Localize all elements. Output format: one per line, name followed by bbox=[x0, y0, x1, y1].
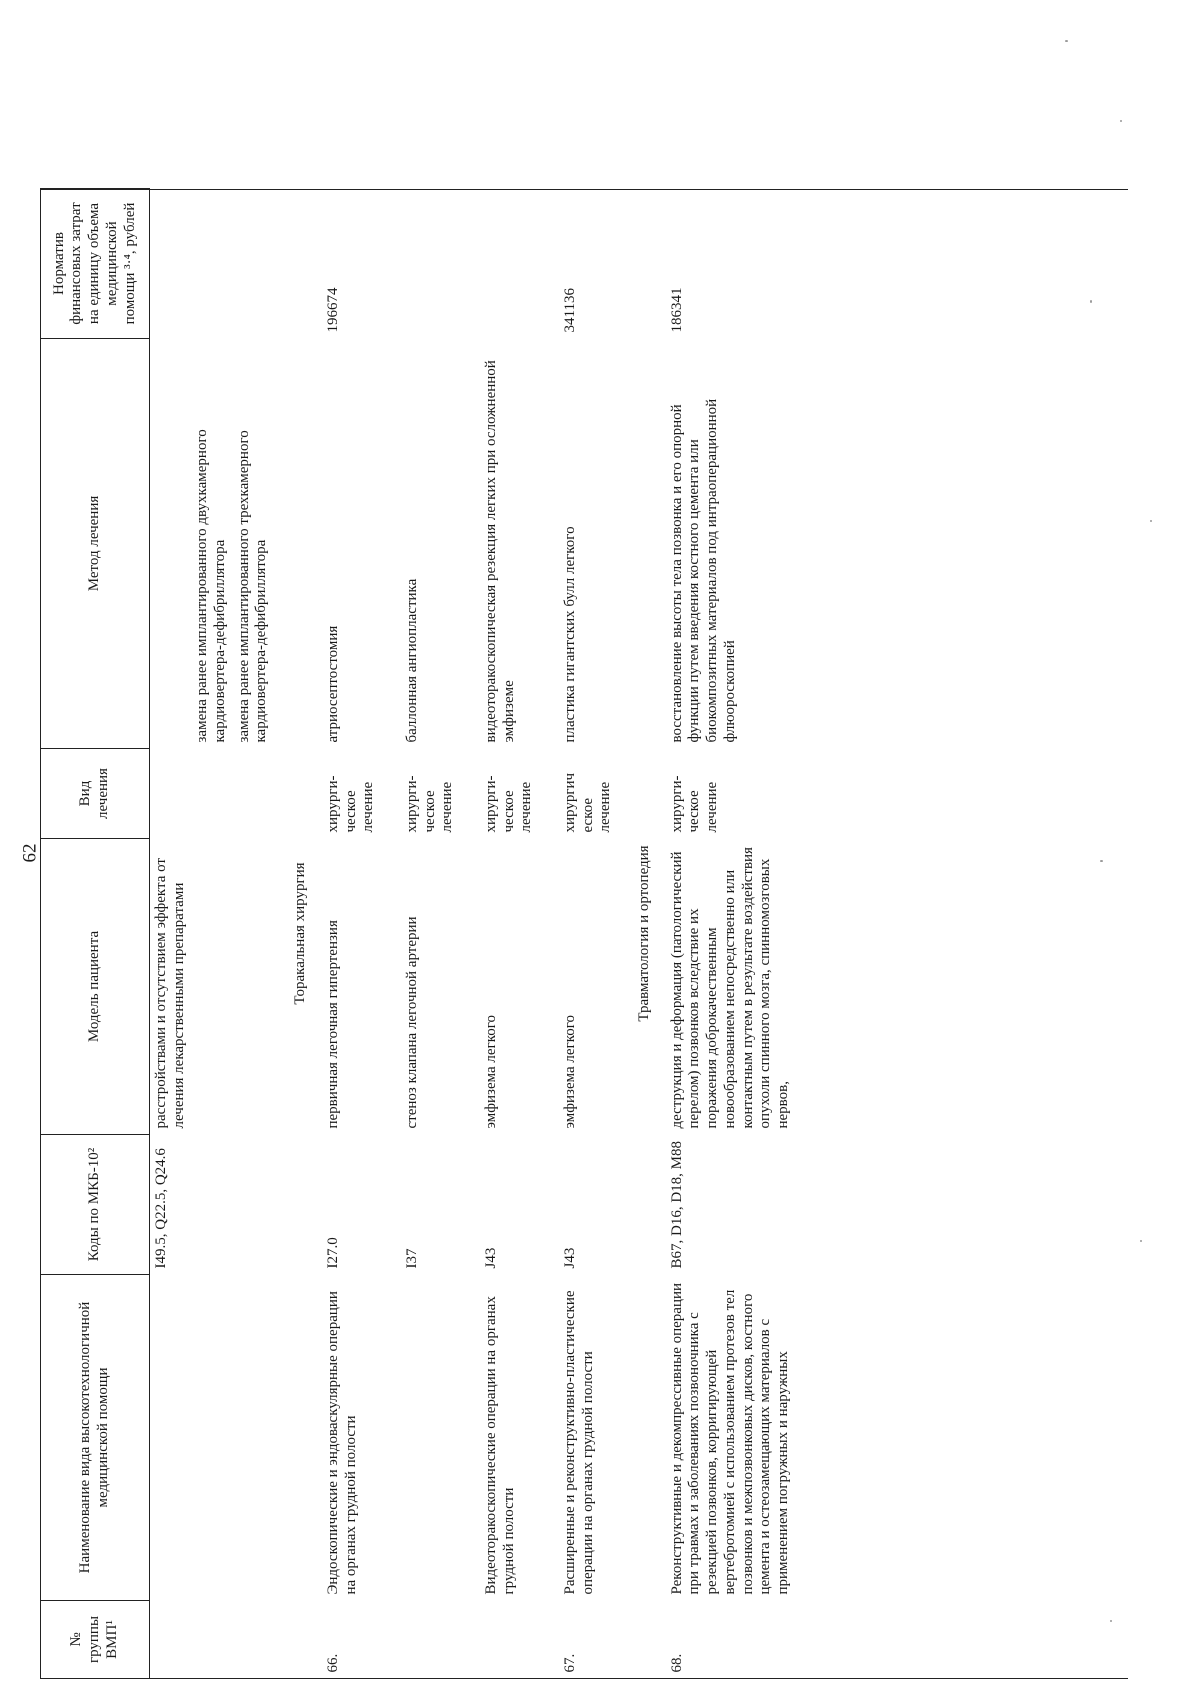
section-title: Травматология и ортопедия bbox=[636, 845, 653, 1022]
cell-norm: 341136 bbox=[562, 288, 578, 333]
header-patient-model: Модель пациента bbox=[41, 839, 150, 1135]
table-row bbox=[233, 189, 274, 1679]
cell-name: Видеоторакоскопические операции на органах грудной полости bbox=[482, 1296, 517, 1595]
cell-norm: 186341 bbox=[668, 287, 685, 333]
cell-name: Эндоскопические и эндоваскулярные операции на органах грудной полости bbox=[324, 1291, 359, 1595]
scan-speck bbox=[1065, 40, 1068, 42]
cell-method: замена ранее имплантированного двухкамерного кардиовертера-дефибриллятора bbox=[194, 429, 229, 743]
cell-type: хирурги-ческое лечение bbox=[324, 775, 377, 833]
header-group-number: № группы ВМП¹ bbox=[41, 1601, 150, 1679]
cell-name: Расширенные и реконструктивно-пластические операции на органах грудной полости bbox=[562, 1290, 596, 1595]
cell-type: хирургич еское лечение bbox=[562, 772, 614, 833]
cell-model: первичная легочная гипертензия bbox=[324, 920, 341, 1129]
cell-method: замена ранее имплантированного трехкамерного кардиовертера-дефибриллятора bbox=[235, 430, 270, 743]
scan-speck bbox=[1120, 120, 1122, 122]
header-vmp-name: Наименование вида высокотехнологичной медицинской помощи bbox=[41, 1275, 150, 1601]
cell-model: расстройствами и отсутствием эффекта от лечения лекарственными препаратами bbox=[153, 858, 187, 1129]
header-treatment-type: Вид лечения bbox=[41, 749, 150, 839]
table-row bbox=[150, 189, 192, 1679]
cell-model: деструкция и деформация (патологический перелом) позвонков вследствие их поражения доброкачественным новообразованием непосредственно или контактным путем в результате воздействия опухоли спинного мозга, спинномозговых нервов, bbox=[668, 847, 791, 1129]
cell-codes: J43 bbox=[482, 1247, 499, 1269]
cell-model: стеноз клапана легочной артерии bbox=[403, 916, 420, 1129]
table-row bbox=[480, 189, 539, 1679]
cell-codes: J43 bbox=[562, 1247, 578, 1269]
cell-codes: I37 bbox=[403, 1248, 420, 1269]
table-row bbox=[322, 189, 381, 1679]
cell-norm: 196674 bbox=[324, 287, 341, 333]
scan-speck bbox=[1140, 1240, 1142, 1242]
cell-codes: I27.0 bbox=[324, 1237, 341, 1269]
cell-type: хирурги-ческое лечение bbox=[668, 775, 721, 833]
section-title: Торакальная хирургия bbox=[292, 862, 309, 1005]
table-row bbox=[666, 189, 796, 1679]
cell-model: эмфизема легкого bbox=[482, 1014, 499, 1129]
header-icd-codes: Коды по МКБ-10² bbox=[41, 1135, 150, 1275]
header-treatment-method: Метод лечения bbox=[41, 339, 150, 749]
cell-number: 68. bbox=[668, 1653, 685, 1673]
cell-codes: I49.5, Q22.5, Q24.6 bbox=[153, 1148, 169, 1269]
header-cost-norm: Норматив финансовых затрат на единицу объема медицинской помощи ³·⁴, рублей bbox=[41, 189, 150, 339]
cell-codes: B67, D16, D18, M88 bbox=[668, 1140, 685, 1269]
cell-name: Реконструктивные и декомпрессивные операции при травмах и заболеваниях позвоночника с резекцией позвонков, корригирующей вертебротомией с использованием протезов тел позвонков и межпозвонковых дисков, костного цемента и остеозамещающих материалов с применением погружных и наружных bbox=[668, 1282, 791, 1595]
table-row bbox=[191, 189, 232, 1679]
cell-method: атриосептостомия bbox=[324, 625, 341, 743]
table-row bbox=[401, 189, 460, 1679]
scan-speck bbox=[1150, 520, 1152, 522]
table-row bbox=[559, 189, 618, 1679]
scan-speck bbox=[1100, 860, 1103, 862]
cell-type: хирурги-ческое лечение bbox=[403, 775, 456, 833]
scan-speck bbox=[1090, 300, 1092, 303]
header-row bbox=[41, 189, 150, 1679]
section-row bbox=[618, 189, 666, 1679]
cell-number: 67. bbox=[562, 1653, 578, 1673]
cell-method: баллонная ангиопластика bbox=[403, 578, 420, 743]
cell-method: видеоторакоскопическая резекция легких при осложненной эмфиземе bbox=[482, 360, 517, 743]
scan-speck bbox=[1110, 1620, 1112, 1622]
cell-model: эмфизема легкого bbox=[562, 1014, 578, 1129]
cell-number: 66. bbox=[324, 1653, 341, 1673]
cell-method: пластика гигантских булл легкого bbox=[562, 526, 578, 743]
page-number: 62 bbox=[19, 843, 40, 863]
cell-type: хирурги-ческое лечение bbox=[482, 775, 535, 833]
cell-method: восстановление высоты тела позвонка и его опорной функции путем введения костного цемента или биокомпозитных материалов под интраоперационной флюороскопией bbox=[668, 398, 738, 743]
vmp-table bbox=[40, 188, 796, 1679]
section-row bbox=[274, 189, 322, 1679]
